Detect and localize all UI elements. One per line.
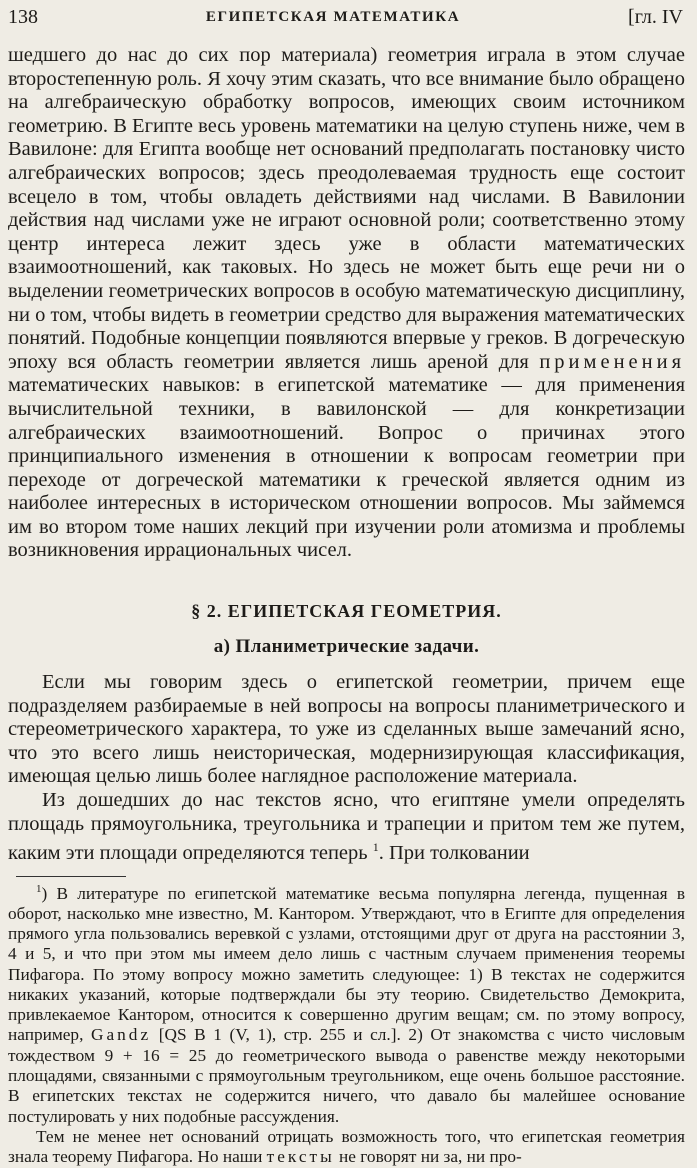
paragraph-continued bbox=[8, 44, 685, 563]
paragraph-text: шедшего до нас до сих пор материала) геометрия играла в этом случае второстепенную роль. Я хочу этим сказать, что все внимание было обращено на алгебраическую обработку вопросов, имеющих своим источником геометрию. В Египте весь уровень математики на целую ступень ниже, чем в Вавилоне: для Египта вообще нет оснований предполагать постановку чисто алгебраических вопросов; здесь преодолеваемая трудность еще состоит всецело в том, чтобы овладеть действиями над числами. В Вавилонии действия над числами уже не играют основной роли; соответственно этому центр интереса лежит здесь уже в области математических взаимоотношений, как таковых. Но здесь не может быть еще речи ни о выделении геометрических вопросов в особую математическую дисциплину, ни о том, чтобы видеть в геометрии средство для выражения математических понятий. Подобные концепции появляются впервые у греков. В догреческую эпоху вся область геометрии является лишь ареной для bbox=[8, 44, 685, 373]
paragraph-text: Из дошедших до нас текстов ясно, что египтяне умели определять площадь прямоугольника, треугольника и трапеции и притом тем же путем, каким эти площади определяются теперь bbox=[8, 789, 685, 865]
running-title: ЕГИПЕТСКАЯ МАТЕМАТИКА bbox=[205, 8, 461, 25]
footnote-divider bbox=[16, 876, 126, 877]
page-body bbox=[8, 44, 685, 1168]
running-header bbox=[8, 4, 683, 30]
footnote-marker: 1 bbox=[36, 882, 42, 895]
author-name: Gandz bbox=[91, 1025, 152, 1045]
footnote-text: В литературе по египетской математике весьма популярна легенда, пущенная в оборот, насколько мне известно, М. Кантором. Утверждают, что в Египте для определения прямого угла пользовались веревкой с узлами, отстоящими друг от друга на расстоянии 3, 4 и 5, и что при этом мы имеем дело лишь с частным случаем применения теоремы Пифагора. По этому вопросу можно заметить следующее: 1) В текстах не содержится никаких указаний, которые подтверждали бы эту теорию. Свидетельство Демокрита, привлекаемое Кантором, относится к совершенно другим вещам; см. по этому вопросу, например, bbox=[8, 883, 685, 1045]
emphasized-word: применения bbox=[539, 350, 686, 373]
paragraph-text: . При толковании bbox=[378, 842, 530, 865]
footnote: $^1$) В литературе по египетской математике весьма популярна легенда, пущенная в оборот, насколько мне известно, М. Кантором. Утверждают, что в Египте для определения прямого угла пользовались веревкой с узлами, отстоящими друг от друга на расстоянии 3, 4 и 5, и что при этом мы имеем дело лишь с частным случаем применения теоремы Пифагора. По этому вопросу можно заметить следующее: 1) В текстах не содержится никаких указаний, которые подтверждали бы эту теорию. Свидетельство Демокрита, привлекаемое Кантором, относится к совершенно другим вещам; см. по этому вопросу, например, Gandz [QS B 1 (V, 1), стр. 255 и сл.]. 2) От знакомства с чисто числовым тождеством 9 + 16 = 25 до геометрического вывода о равенстве между некоторыми площадями, связанными с прямоугольным треугольником, еще очень большое расстояние. В египетских текстах не содержится ничего, что давало бы малейшее основание постулировать у них подобные рассуждения. bbox=[8, 882, 685, 1126]
footnote-reference[interactable]: 1 bbox=[372, 840, 379, 855]
paragraph-text: математических навыков: в египетской математике — для применения вычислительной техники, в вавилонской — для конкретизации алгебраических взаимоотношений. Вопрос о причинах этого принципиального изменения в отношении к вопросам геометрии при переходе от догреческой математики к греческой является одним из наиболее интересных в историческом отношении вопросов. Мы займемся им во втором томе наших лекций при изучении роли атомизма и проблемы возникновения иррациональных чисел. bbox=[8, 374, 685, 562]
chapter-marker: [гл. IV bbox=[628, 5, 683, 28]
paragraph bbox=[8, 789, 685, 866]
footnote-text: Тем не менее нет оснований отрицать возможность того, что египетская геометрия знала теорему Пифагора. Но наши bbox=[8, 1126, 685, 1167]
footnote-text: [QS B 1 (V, 1), стр. 255 и сл.]. 2) От знакомства с чисто числовым тождеством 9 + 16 = 25 до геометрического вывода о равенстве между некоторыми площадями, связанными с прямоугольным треугольником, еще очень большое расстояние. В египетских текстах не содержится ничего, что давало бы малейшее основание постулировать у них подобные рассуждения. bbox=[8, 1025, 685, 1126]
emphasized-word: тексты bbox=[266, 1147, 335, 1167]
footnote-continuation bbox=[8, 1127, 685, 1168]
paragraph: Если мы говорим здесь о египетской геометрии, причем еще подразделяем разбираемые в ней вопросы на вопросы планиметрического и стереометрического характера, то уже из сделанных выше замечаний ясно, что это всего лишь неисторическая, модернизирующая классификация, имеющая целью лишь более наглядное расположение материала. bbox=[8, 671, 685, 788]
footnote-text: не говорят ни за, ни про- bbox=[339, 1147, 522, 1167]
section-heading: § 2. ЕГИПЕТСКАЯ ГЕОМЕТРИЯ. bbox=[191, 601, 502, 622]
subsection-heading: а) Планиметрические задачи. bbox=[213, 636, 480, 658]
page-number: 138 bbox=[8, 5, 38, 28]
